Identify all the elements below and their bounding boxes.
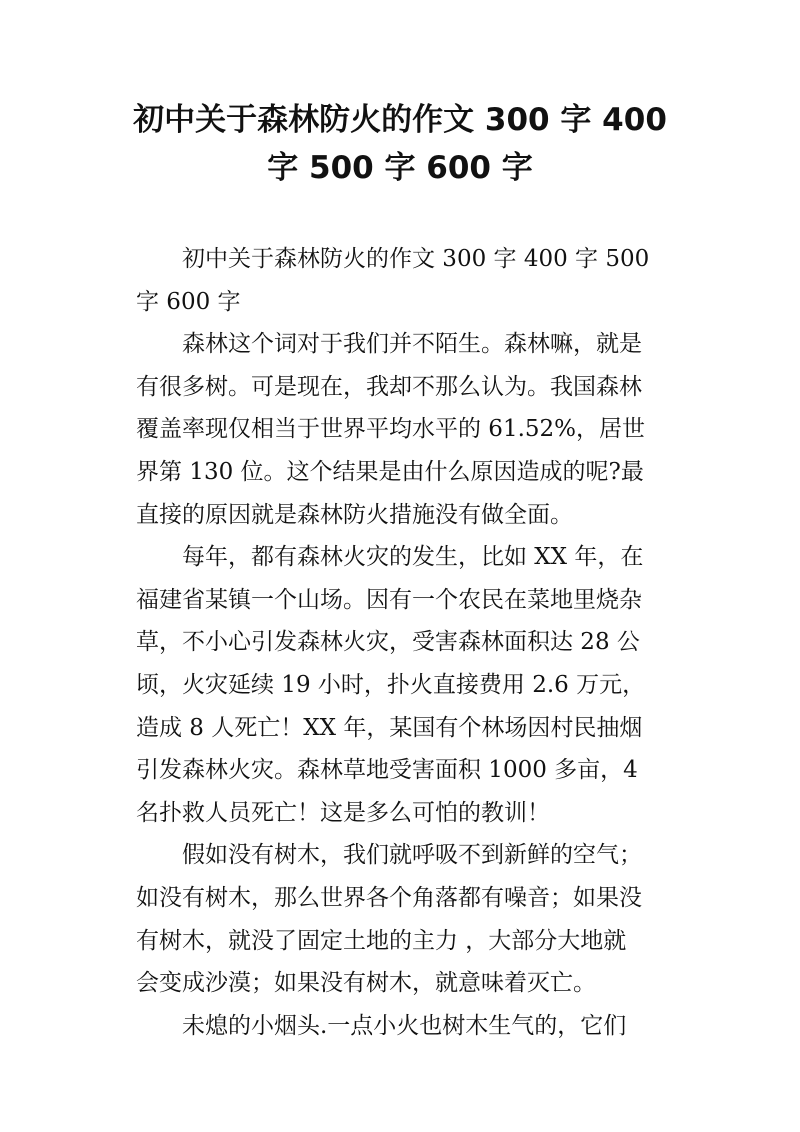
text-line: 森林这个词对于我们并不陌生。森林嘛，就是 bbox=[182, 331, 642, 358]
text-line: 初中关于森林防火的作文 300 字 400 字 500 bbox=[182, 246, 650, 272]
text-line: 如没有树木，那么世界各个角落都有噪音；如果没 bbox=[136, 884, 642, 911]
text-line: 未熄的小烟头.一点小火也树木生气的，它们 bbox=[182, 1012, 627, 1039]
text-line: 假如没有树木，我们就呼吸不到新鲜的空气； bbox=[182, 842, 642, 869]
text-line: 有树木，就没了固定土地的主力 ，大部分大地就 bbox=[136, 927, 627, 954]
text-line: 界第 130 位。这个结果是由什么原因造成的呢?最 bbox=[136, 458, 644, 485]
document-title bbox=[100, 96, 700, 192]
text-line: 引发森林火灾。森林草地受害面积 1000 多亩，4 bbox=[136, 757, 638, 784]
text-line: 福建省某镇一个山场。因有一个农民在菜地里烧杂 bbox=[136, 586, 642, 613]
text-line: 名扑救人员死亡！这是多么可怕的教训！ bbox=[136, 799, 550, 826]
paragraph-without-trees bbox=[136, 834, 668, 1004]
text-line: 字 600 字 bbox=[136, 288, 241, 315]
document-body bbox=[136, 238, 668, 1047]
paragraph-subtitle bbox=[136, 238, 668, 323]
text-line: 会变成沙漠；如果没有树木，就意味着灭亡。 bbox=[136, 970, 596, 997]
text-line: 直接的原因就是森林防火措施没有做全面。 bbox=[136, 501, 573, 528]
text-line: 顷，火灾延续 19 小时，扑火直接费用 2.6 万元， bbox=[136, 671, 646, 698]
paragraph-cigarette bbox=[136, 1005, 668, 1048]
text-line: 草，不小心引发森林火灾，受害森林面积达 28 公 bbox=[136, 629, 640, 656]
title-line: 初中关于森林防火的作文 300 字 400 bbox=[133, 102, 667, 138]
paragraph-fire-examples bbox=[136, 536, 668, 834]
paragraph-intro bbox=[136, 323, 668, 536]
text-line: 每年，都有森林火灾的发生，比如 XX 年，在 bbox=[182, 544, 644, 571]
text-line: 有很多树。可是现在，我却不那么认为。我国森林 bbox=[136, 373, 642, 400]
title-line: 字 500 字 600 字 bbox=[267, 150, 533, 186]
text-line: 覆盖率现仅相当于世界平均水平的 61.52%，居世 bbox=[136, 416, 646, 443]
text-line: 造成 8 人死亡！XX 年，某国有个林场因村民抽烟 bbox=[136, 714, 643, 741]
